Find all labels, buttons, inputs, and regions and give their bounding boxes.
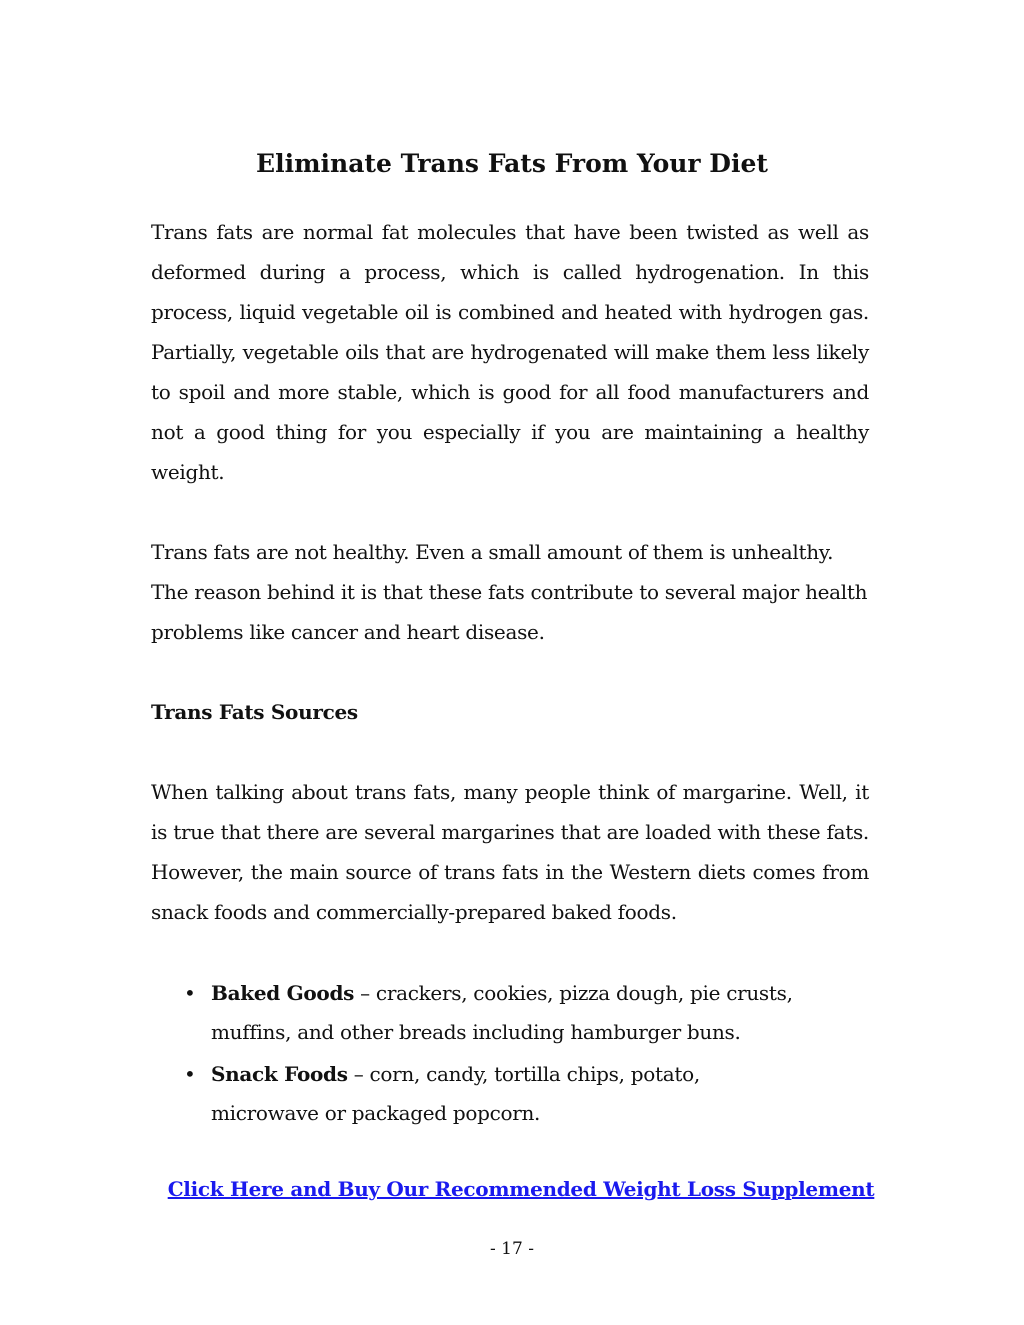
list-item xyxy=(151,974,811,1052)
list-item-description: – corn, candy, tortilla chips, potato, microwave or packaged popcorn. xyxy=(211,1062,700,1125)
health-paragraph: Trans fats are not healthy. Even a small amount of them is unhealthy. The reason behind it is that these fats contribute to several major health problems like cancer and heart disease. xyxy=(151,540,868,644)
sources-list xyxy=(151,974,869,1136)
bullet-icon: • xyxy=(184,1062,196,1086)
page-number: - 17 - xyxy=(490,1239,534,1259)
bullet-icon: • xyxy=(184,981,196,1005)
sources-paragraph: When talking about trans fats, many people think of margarine. Well, it is true that there are several margarines that are loaded with these fats. However, the main source of trans fats in the Western diets comes from snack foods and commercially-prepared baked foods. xyxy=(151,780,869,924)
page-title: Eliminate Trans Fats From Your Diet xyxy=(256,149,768,178)
list-item-description: – crackers, cookies, pizza dough, pie crusts, muffins, and other breads including hamburger buns. xyxy=(211,981,793,1044)
supplement-link[interactable] xyxy=(0,1173,1024,1205)
section-heading: Trans Fats Sources xyxy=(151,700,358,724)
intro-paragraph: Trans fats are normal fat molecules that have been twisted as well as deformed during a process, which is called hydrogenation. In this process, liquid vegetable oil is combined and heated with hydrogen gas. Partially, vegetable oils that are hydrogenated will make them less likely to spoil and more stable, which is good for all food manufacturers and not a good thing for you especially if you are maintaining a healthy weight. xyxy=(151,220,869,484)
list-item xyxy=(151,1055,811,1133)
list-item-term: Snack Foods xyxy=(211,1062,348,1086)
supplement-link-text[interactable]: Click Here and Buy Our Recommended Weight Loss Supplement xyxy=(167,1177,875,1201)
list-item-term: Baked Goods xyxy=(211,981,355,1005)
